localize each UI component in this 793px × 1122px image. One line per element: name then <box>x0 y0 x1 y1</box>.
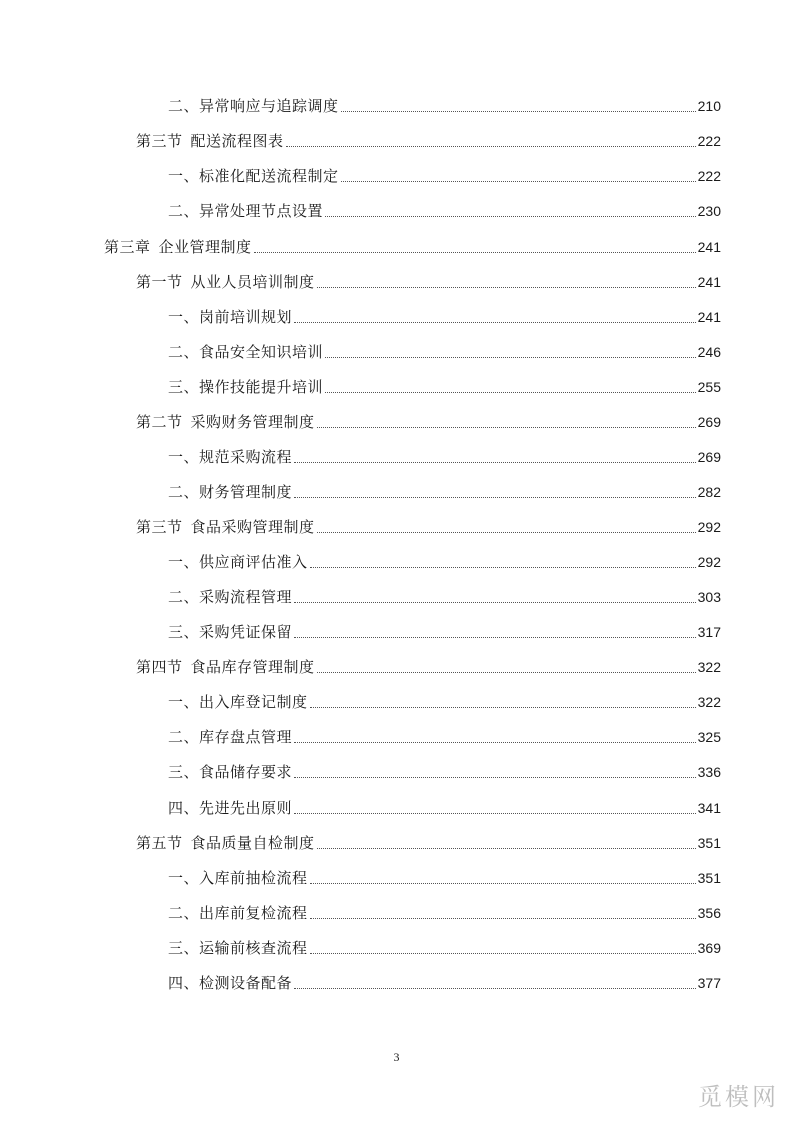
toc-dot-leader <box>294 588 696 603</box>
toc-entry-page: 341 <box>697 800 721 816</box>
toc-dot-leader <box>294 763 696 778</box>
toc-entry-number: 二、 <box>168 588 200 606</box>
toc-entry[interactable] <box>168 447 721 467</box>
toc-entry-title: 供应商评估准入 <box>199 553 308 571</box>
toc-entry-number: 三、 <box>168 623 200 641</box>
toc-dot-leader <box>294 483 696 498</box>
toc-entry-title: 采购流程管理 <box>199 588 293 606</box>
toc-entry-number: 二、 <box>168 202 200 220</box>
toc-entry[interactable] <box>168 868 721 888</box>
toc-entry-title: 企业管理制度 <box>158 238 252 256</box>
toc-entry[interactable] <box>168 166 721 186</box>
toc-entry-number: 三、 <box>168 939 200 957</box>
toc-entry-number: 第三章 <box>104 238 151 256</box>
toc-entry[interactable] <box>136 833 721 853</box>
toc-entry-page: 210 <box>697 98 721 114</box>
toc-entry-title: 入库前抽检流程 <box>199 869 308 887</box>
toc-entry-title: 从业人员培训制度 <box>190 273 315 291</box>
toc-dot-leader <box>294 308 696 323</box>
toc-entry[interactable] <box>168 482 721 502</box>
toc-entry[interactable] <box>168 973 721 993</box>
toc-entry[interactable] <box>168 307 721 327</box>
toc-dot-leader <box>294 974 696 989</box>
toc-entry-title: 采购凭证保留 <box>199 623 293 641</box>
toc-entry-page: 269 <box>697 414 721 430</box>
toc-dot-leader <box>325 343 696 358</box>
toc-entry-number: 四、 <box>168 974 200 992</box>
toc-entry-page: 269 <box>697 449 721 465</box>
toc-entry-page: 336 <box>697 764 721 780</box>
toc-dot-leader <box>341 167 696 182</box>
toc-dot-leader <box>310 693 696 708</box>
toc-dot-leader <box>294 728 696 743</box>
toc-entry-title: 标准化配送流程制定 <box>199 167 339 185</box>
toc-dot-leader <box>325 378 696 393</box>
toc-entry-number: 四、 <box>168 799 200 817</box>
toc-entry-number: 一、 <box>168 869 200 887</box>
toc-entry-number: 第一节 <box>136 273 183 291</box>
toc-entry[interactable] <box>168 692 721 712</box>
toc-entry[interactable] <box>168 903 721 923</box>
toc-entry-number: 第二节 <box>136 413 183 431</box>
toc-entry-page: 356 <box>697 905 721 921</box>
toc-entry[interactable] <box>168 96 721 116</box>
toc-dot-leader <box>317 518 696 533</box>
toc-entry[interactable] <box>168 622 721 642</box>
toc-dot-leader <box>254 238 696 253</box>
toc-dot-leader <box>341 97 696 112</box>
toc-entry-title: 运输前核查流程 <box>199 939 308 957</box>
toc-entry-page: 369 <box>697 940 721 956</box>
toc-entry-page: 241 <box>697 309 721 325</box>
toc-entry-page: 255 <box>697 379 721 395</box>
toc-dot-leader <box>310 869 696 884</box>
toc-entry[interactable] <box>168 377 721 397</box>
toc-entry[interactable] <box>168 762 721 782</box>
toc-entry-number: 一、 <box>168 167 200 185</box>
toc-entry-number: 第三节 <box>136 132 183 150</box>
toc-entry-page: 241 <box>697 274 721 290</box>
toc-entry-title: 先进先出原则 <box>199 799 293 817</box>
toc-dot-leader <box>310 904 696 919</box>
toc-dot-leader <box>310 939 696 954</box>
toc-entry-title: 食品安全知识培训 <box>199 343 324 361</box>
toc-entry-number: 一、 <box>168 308 200 326</box>
toc-entry[interactable] <box>168 201 721 221</box>
toc-entry-page: 322 <box>697 659 721 675</box>
toc-entry-title: 食品质量自检制度 <box>190 834 315 852</box>
toc-entry-number: 三、 <box>168 763 200 781</box>
toc-entry[interactable] <box>168 552 721 572</box>
toc-entry-page: 303 <box>697 589 721 605</box>
toc-entry-number: 第三节 <box>136 518 183 536</box>
toc-entry-page: 230 <box>697 203 721 219</box>
toc-entry-page: 292 <box>697 554 721 570</box>
toc-entry-page: 222 <box>697 133 721 149</box>
toc-entry-title: 配送流程图表 <box>190 132 284 150</box>
toc-entry-page: 351 <box>697 835 721 851</box>
toc-entry-page: 317 <box>697 624 721 640</box>
toc-entry-title: 规范采购流程 <box>199 448 293 466</box>
toc-entry-number: 二、 <box>168 728 200 746</box>
toc-entry[interactable] <box>104 237 721 257</box>
watermark-logo: 觅模网 <box>698 1083 779 1111</box>
toc-entry-number: 一、 <box>168 553 200 571</box>
toc-entry-title: 财务管理制度 <box>199 483 293 501</box>
toc-dot-leader <box>310 553 696 568</box>
toc-entry[interactable] <box>136 517 721 537</box>
toc-entry-title: 出库前复检流程 <box>199 904 308 922</box>
toc-dot-leader <box>294 448 696 463</box>
toc-entry[interactable] <box>168 798 721 818</box>
toc-entry-title: 异常响应与追踪调度 <box>199 97 339 115</box>
toc-entry-number: 一、 <box>168 693 200 711</box>
toc-entry-number: 第五节 <box>136 834 183 852</box>
toc-entry-page: 377 <box>697 975 721 991</box>
toc-entry-number: 二、 <box>168 97 200 115</box>
toc-dot-leader <box>317 834 696 849</box>
toc-entry-page: 222 <box>697 168 721 184</box>
toc-entry[interactable] <box>168 342 721 362</box>
toc-entry-title: 食品采购管理制度 <box>190 518 315 536</box>
toc-entry-page: 246 <box>697 344 721 360</box>
toc-entry[interactable] <box>136 272 721 292</box>
toc-entry[interactable] <box>136 412 721 432</box>
toc-entry-title: 食品储存要求 <box>199 763 293 781</box>
toc-entry[interactable] <box>168 587 721 607</box>
toc-entry-title: 岗前培训规划 <box>199 308 293 326</box>
page-number: 3 <box>393 1050 400 1064</box>
toc-entry[interactable] <box>168 938 721 958</box>
toc-dot-leader <box>294 799 696 814</box>
toc-entry[interactable] <box>168 727 721 747</box>
toc-entry-number: 二、 <box>168 904 200 922</box>
toc-entry-title: 出入库登记制度 <box>199 693 308 711</box>
toc-entry-number: 二、 <box>168 343 200 361</box>
toc-entry-number: 二、 <box>168 483 200 501</box>
toc-dot-leader <box>294 623 696 638</box>
toc-entry-title: 库存盘点管理 <box>199 728 293 746</box>
toc-entry-title: 检测设备配备 <box>199 974 293 992</box>
toc-entry-title: 食品库存管理制度 <box>190 658 315 676</box>
toc-entry-page: 292 <box>697 519 721 535</box>
toc-entry-page: 325 <box>697 729 721 745</box>
toc-entry-title: 操作技能提升培训 <box>199 378 324 396</box>
toc-entry-title: 异常处理节点设置 <box>199 202 324 220</box>
toc-dot-leader <box>286 132 696 147</box>
toc-entry-page: 351 <box>697 870 721 886</box>
toc-dot-leader <box>317 413 696 428</box>
toc-entry-page: 241 <box>697 239 721 255</box>
toc-entry[interactable] <box>136 131 721 151</box>
toc-entry-number: 三、 <box>168 378 200 396</box>
toc-entry-number: 第四节 <box>136 658 183 676</box>
toc-entry-page: 322 <box>697 694 721 710</box>
toc-entry-title: 采购财务管理制度 <box>190 413 315 431</box>
toc-dot-leader <box>325 202 696 217</box>
toc-dot-leader <box>317 658 696 673</box>
toc-dot-leader <box>317 273 696 288</box>
toc-entry-number: 一、 <box>168 448 200 466</box>
toc-entry[interactable] <box>136 657 721 677</box>
toc-entry-page: 282 <box>697 484 721 500</box>
